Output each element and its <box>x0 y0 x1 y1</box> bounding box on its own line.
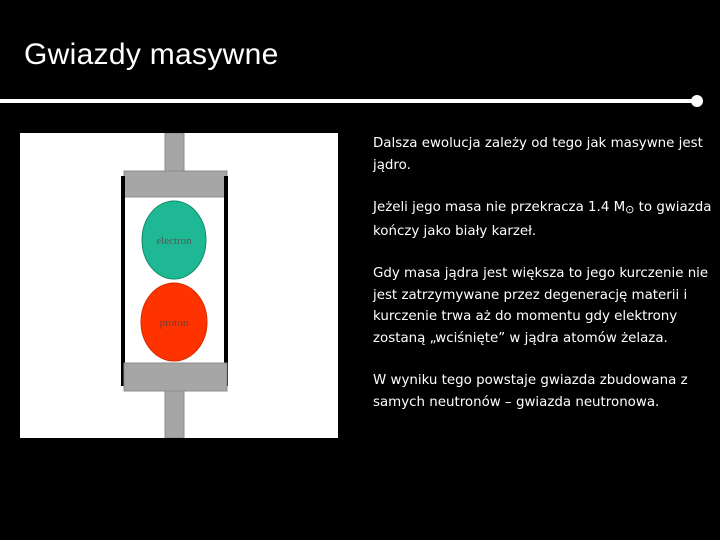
title-divider-line <box>0 99 697 103</box>
paragraph-core-collapse: Gdy masa jądra jest większa to jego kurczenie nie jest zatrzymywane przez degenerację materii i kurczenie trwa aż do momentu gdy elektrony zostaną „wciśnięte” w jądra atomów żelaza. <box>373 266 709 346</box>
slide-title: Gwiazdy masywne <box>24 38 279 71</box>
chamber-right-wall <box>224 176 228 386</box>
top-rod <box>165 133 184 171</box>
electron-label: electron <box>156 235 192 247</box>
top-clamp-plate <box>124 171 227 197</box>
bottom-clamp-plate <box>124 363 227 391</box>
paragraph-core-evolution: Dalsza ewolucja zależy od tego jak masywne jest jądro. <box>373 136 703 173</box>
paragraph-white-dwarf <box>373 197 713 242</box>
paragraph-neutron-star: W wyniku tego powstaje gwiazda zbudowana z samych neutronów – gwiazda neutronowa. <box>373 373 688 410</box>
paragraph-white-dwarf-end: to gwiazda kończy jako biały karzeł. <box>373 200 712 239</box>
proton-label: proton <box>159 317 189 329</box>
bottom-rod <box>165 391 184 438</box>
figure-svg <box>20 133 338 438</box>
degeneracy-pressure-figure <box>20 133 338 438</box>
paragraph-white-dwarf-start: Jeżeli jego masa nie przekracza 1.4 M <box>373 200 626 215</box>
description-text-block <box>373 133 713 434</box>
chamber-left-wall <box>121 176 125 386</box>
divider-end-dot <box>691 95 703 107</box>
solar-mass-symbol: ⊙ <box>625 203 635 216</box>
